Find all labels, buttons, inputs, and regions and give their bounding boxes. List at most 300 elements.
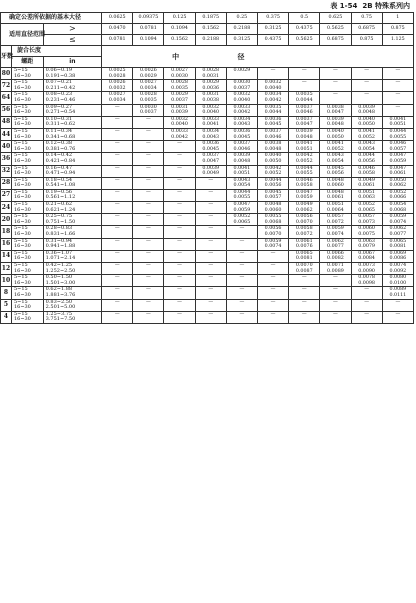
tolerance-value: 0.0051 <box>358 189 375 195</box>
tolerance-value: 0.0027 <box>139 80 157 86</box>
tolerance-cell <box>351 68 382 80</box>
tolerance-cell <box>195 263 226 275</box>
tolerance-value <box>133 183 163 189</box>
tolerance-value <box>133 171 163 177</box>
tolerance-value: 0.0032 <box>108 85 126 91</box>
tolerance-value <box>102 183 132 189</box>
tolerance-value: — <box>145 238 151 244</box>
engagement-length-cell <box>43 202 102 214</box>
tolerance-value: — <box>145 214 151 220</box>
tolerance-value <box>133 281 163 287</box>
tolerance-value: — <box>177 226 182 232</box>
tolerance-value <box>164 232 194 238</box>
tpi-cell: 5 <box>1 299 12 311</box>
tolerance-value: 0.0052 <box>389 189 407 195</box>
tolerance-value: 0.0061 <box>389 171 407 177</box>
engagement-length: 0.11~0.34 <box>45 127 73 134</box>
tolerance-value <box>227 256 257 262</box>
tolerance-cell <box>226 250 257 262</box>
tpi-cell: 32 <box>1 165 12 177</box>
tolerance-value <box>102 256 132 262</box>
tolerance-cell <box>257 263 288 275</box>
tolerance-value <box>258 281 288 287</box>
engagement-length: 3.751~7.50 <box>45 316 76 323</box>
engagement-length: 2.501~5.00 <box>45 304 76 311</box>
tolerance-cell <box>195 299 226 311</box>
table-row <box>1 116 414 128</box>
basic-size-cell-6: 0.5 <box>289 13 320 24</box>
tolerance-value <box>164 220 194 226</box>
range-le-cell-7: 0.6875 <box>320 35 351 46</box>
tolerance-value <box>102 220 132 226</box>
tolerance-cell <box>382 153 413 165</box>
tolerance-value: 0.0043 <box>358 141 375 147</box>
tolerance-value: 0.0046 <box>233 146 251 152</box>
tolerance-cell <box>164 226 195 238</box>
engagement-length: 1.252~2.50 <box>45 267 76 274</box>
tolerance-value: — <box>395 299 401 305</box>
tolerance-value: 0.0057 <box>389 146 407 152</box>
engagement-group-cell <box>11 80 43 92</box>
middle-diameter-header: 中 径 <box>102 46 414 68</box>
tolerance-value: — <box>177 275 182 281</box>
tolerance-value: — <box>239 263 245 268</box>
tolerance-value <box>133 122 163 128</box>
tolerance-value: — <box>333 68 338 73</box>
engagement-group-cell <box>11 287 43 299</box>
tolerance-cell <box>382 299 413 311</box>
tolerance-value: — <box>239 299 245 305</box>
tolerance-value: 0.0037 <box>171 97 188 103</box>
tpi-cell: 27 <box>1 189 12 201</box>
tolerance-value <box>164 305 194 311</box>
tolerance-value: 0.0026 <box>139 68 157 73</box>
tolerance-cell <box>289 299 320 311</box>
tolerance-value: — <box>270 311 276 317</box>
tolerance-value <box>258 317 288 323</box>
basic-size-row <box>1 13 414 24</box>
tolerance-value: — <box>114 214 120 220</box>
tolerance-value: — <box>114 226 120 232</box>
tolerance-value <box>102 122 132 128</box>
engagement-length: 0.06~0.19 <box>45 67 73 73</box>
tolerance-value: 0.0030 <box>233 80 251 86</box>
tolerance-value: 0.0039 <box>171 110 188 116</box>
tolerance-value: 0.0058 <box>358 171 375 177</box>
range-le-cell-4: 0.3125 <box>226 35 257 46</box>
tolerance-cell <box>289 153 320 165</box>
tolerance-cell <box>289 238 320 250</box>
tolerance-value: — <box>333 92 338 98</box>
tolerance-value: — <box>114 128 120 134</box>
tolerance-value: 0.0070 <box>295 263 313 268</box>
tolerance-value: — <box>145 128 151 134</box>
tolerance-cell <box>164 238 195 250</box>
tolerance-value: 0.0036 <box>202 141 220 147</box>
tolerance-value: 0.0028 <box>139 92 157 98</box>
tolerance-value <box>102 208 132 214</box>
tolerance-value: 0.0098 <box>358 280 375 286</box>
tolerance-cell <box>382 226 413 238</box>
tolerance-value: 0.0060 <box>358 226 375 232</box>
tolerance-value: 0.0052 <box>264 171 282 177</box>
engagement-length: 0.09~0.27 <box>45 103 73 110</box>
tolerance-cell <box>257 177 288 189</box>
tolerance-value: 0.0034 <box>264 92 282 98</box>
engagement-group-cell <box>11 250 43 262</box>
tpi-cell: 4 <box>1 311 12 323</box>
tolerance-value <box>102 317 132 323</box>
tolerance-cell <box>351 250 382 262</box>
engagement-group-cell <box>11 92 43 104</box>
engagement-group-cell <box>11 165 43 177</box>
tolerance-cell <box>382 141 413 153</box>
tolerance-value: 0.0048 <box>233 158 251 164</box>
engagement-group: 16~30 <box>13 255 31 262</box>
tolerance-value <box>196 183 226 189</box>
tolerance-value <box>102 305 132 311</box>
table-row <box>1 226 414 238</box>
tolerance-cell <box>382 177 413 189</box>
table-body <box>1 68 414 324</box>
tolerance-value <box>320 86 350 92</box>
tolerance-value <box>102 232 132 238</box>
table-row <box>1 80 414 92</box>
engagement-group: 16~30 <box>13 291 31 298</box>
tolerance-cell <box>257 311 288 323</box>
tolerance-value: 0.0051 <box>233 171 251 177</box>
tolerance-value: 0.0043 <box>233 122 251 128</box>
tolerance-value: 0.0092 <box>389 268 407 274</box>
tolerance-cell <box>133 226 164 238</box>
tolerance-cell <box>289 275 320 287</box>
tolerance-value: 0.0033 <box>171 128 188 134</box>
tolerance-cell <box>382 116 413 128</box>
tolerance-value: — <box>208 202 214 208</box>
tolerance-cell <box>320 263 351 275</box>
tolerance-value: — <box>145 287 151 293</box>
tolerance-cell <box>351 80 382 92</box>
tolerance-cell <box>351 141 382 153</box>
tolerance-value: 0.0048 <box>264 202 282 208</box>
tolerance-cell <box>195 68 226 80</box>
engagement-length-cell <box>43 104 102 116</box>
tolerance-cell <box>133 275 164 287</box>
engagement-length: 1.881~3.76 <box>45 291 76 298</box>
tolerance-value <box>164 159 194 165</box>
tolerance-cell <box>195 116 226 128</box>
tolerance-value: 0.0046 <box>264 134 282 140</box>
tolerance-value: 0.0045 <box>264 189 282 195</box>
tolerance-cell <box>351 299 382 311</box>
range-above-cell-4: 0.2188 <box>226 24 257 35</box>
engagement-group: 16~30 <box>13 267 31 274</box>
tolerance-value: 0.0042 <box>171 134 188 140</box>
tolerance-value: 0.0078 <box>358 275 375 281</box>
table-row <box>1 214 414 226</box>
tolerance-cell <box>289 189 320 201</box>
tolerance-value: 0.0057 <box>358 214 375 220</box>
tolerance-value: 0.0074 <box>389 263 407 268</box>
tolerance-value: 0.0037 <box>295 116 313 122</box>
tolerance-value: — <box>364 287 369 293</box>
table-row <box>1 141 414 153</box>
tolerance-value: — <box>145 299 151 305</box>
tolerance-value: 0.0082 <box>327 256 344 262</box>
tolerance-value: 0.0055 <box>233 195 251 201</box>
basic-size-cell-1: 0.09375 <box>133 13 164 24</box>
tolerance-cell <box>226 68 257 80</box>
engagement-group: 5~15 <box>13 225 28 232</box>
basic-size-cell-8: 0.75 <box>351 13 382 24</box>
tolerance-value: 0.0050 <box>327 134 344 140</box>
tolerance-cell <box>382 92 413 104</box>
engagement-header: 旋合长度 <box>11 46 101 57</box>
tolerance-value <box>133 135 163 141</box>
tpi-cell: 44 <box>1 128 12 140</box>
tolerance-cell <box>102 202 133 214</box>
tolerance-value: — <box>114 299 120 305</box>
tolerance-cell <box>226 189 257 201</box>
tolerance-value: 0.0045 <box>202 146 220 152</box>
tolerance-value <box>258 256 288 262</box>
engagement-group: 16~30 <box>13 109 31 116</box>
tolerance-value <box>133 195 163 201</box>
engagement-group: 5~15 <box>13 164 28 171</box>
tolerance-cell <box>195 141 226 153</box>
tolerance-value: 0.0040 <box>233 97 251 103</box>
tolerance-value: 0.0059 <box>264 238 282 244</box>
tolerance-value <box>258 293 288 299</box>
tolerance-cell <box>382 287 413 299</box>
range-above-cell-2: 0.1094 <box>164 24 195 35</box>
engagement-group-cell <box>11 238 43 250</box>
tolerance-cell <box>320 299 351 311</box>
tolerance-value <box>227 74 257 80</box>
tolerance-value <box>102 195 132 201</box>
tolerance-value <box>133 305 163 311</box>
tolerance-value: 0.0052 <box>327 146 344 152</box>
tolerance-value: — <box>301 287 307 293</box>
tolerance-cell <box>289 80 320 92</box>
tolerance-value <box>258 305 288 311</box>
tolerance-value: 0.0040 <box>264 153 282 159</box>
engagement-length-cell <box>43 177 102 189</box>
tolerance-cell <box>164 275 195 287</box>
tolerance-value: — <box>177 287 182 293</box>
tolerance-value: 0.0066 <box>389 195 407 201</box>
tolerance-value: 0.0032 <box>171 116 188 122</box>
basic-size-cell-7: 0.625 <box>320 13 351 24</box>
tolerance-cell <box>195 214 226 226</box>
tolerance-value: — <box>270 299 276 305</box>
engagement-length: 0.231~0.46 <box>45 96 76 103</box>
tolerance-value: 0.0048 <box>327 122 344 128</box>
tolerance-value <box>196 305 226 311</box>
tolerance-value: — <box>145 275 151 281</box>
engagement-length: 0.311~0.62 <box>45 121 76 128</box>
tolerance-cell <box>102 116 133 128</box>
tolerance-cell <box>226 214 257 226</box>
tolerance-value: — <box>333 311 338 317</box>
tolerance-value: 0.0052 <box>233 214 251 220</box>
engagement-group: 5~15 <box>13 127 28 134</box>
tolerance-value: 0.0032 <box>233 92 251 98</box>
tolerance-value <box>352 305 382 311</box>
tpi-cell: 40 <box>1 141 12 153</box>
tolerance-value: 0.0047 <box>389 153 407 159</box>
tolerance-value: 0.0052 <box>358 202 375 208</box>
engagement-length: 0.83~2.50 <box>45 298 73 305</box>
tolerance-cell <box>102 141 133 153</box>
tolerance-cell <box>195 165 226 177</box>
tolerance-value: 0.0062 <box>389 183 407 189</box>
tolerance-value <box>102 110 132 116</box>
tolerance-cell <box>102 92 133 104</box>
tolerance-cell <box>164 92 195 104</box>
tolerance-value: — <box>145 226 151 232</box>
tolerance-value: 0.0033 <box>233 104 251 110</box>
tpi-cell: 20 <box>1 214 12 226</box>
tolerance-value: 0.0040 <box>202 110 220 116</box>
engagement-group-cell <box>11 189 43 201</box>
tolerance-value: — <box>208 189 214 195</box>
engagement-group: 5~15 <box>13 310 28 317</box>
engagement-group: 5~15 <box>13 298 28 305</box>
tolerance-cell <box>226 80 257 92</box>
tolerance-cell <box>257 116 288 128</box>
tolerance-value: 0.0066 <box>327 250 344 256</box>
tolerance-value: — <box>145 189 151 195</box>
tpi-cell: 10 <box>1 275 12 287</box>
tolerance-cell <box>382 80 413 92</box>
tolerance-cell <box>289 177 320 189</box>
engagement-group: 5~15 <box>13 176 28 183</box>
engagement-group: 5~15 <box>13 67 28 73</box>
tolerance-value: — <box>333 80 338 86</box>
tolerance-cell <box>320 275 351 287</box>
tolerance-cell <box>133 92 164 104</box>
tolerance-value: 0.0054 <box>327 158 344 164</box>
engagement-group: 16~30 <box>13 121 31 128</box>
tolerance-cell <box>133 177 164 189</box>
tolerance-cell <box>351 116 382 128</box>
tolerance-value: — <box>395 311 401 317</box>
engagement-group-cell <box>11 275 43 287</box>
tolerance-cell <box>320 214 351 226</box>
tolerance-value: 0.0031 <box>171 104 188 110</box>
tolerance-value: 0.0034 <box>139 85 157 91</box>
tolerance-value: 0.0086 <box>389 256 407 262</box>
tolerance-value: 0.0037 <box>139 110 157 116</box>
range-le-cell-3: 0.2188 <box>195 35 226 46</box>
tolerance-cell <box>226 104 257 116</box>
tolerance-cell <box>102 311 133 323</box>
engagement-length: 0.191~0.38 <box>45 72 76 79</box>
tolerance-cell <box>257 214 288 226</box>
engagement-group: 16~30 <box>13 194 31 201</box>
tolerance-value: 0.0059 <box>327 226 344 232</box>
tolerance-value <box>383 86 413 92</box>
tolerance-value <box>133 147 163 153</box>
engagement-length-cell <box>43 116 102 128</box>
tolerance-value: 0.0037 <box>264 128 282 134</box>
tolerance-value: 0.0032 <box>202 104 220 110</box>
tolerance-value: 0.0059 <box>389 214 407 220</box>
tolerance-value: 0.0055 <box>389 134 407 140</box>
tolerance-cell <box>289 104 320 116</box>
tolerance-value: 0.0044 <box>264 177 282 183</box>
engagement-length: 0.36~1.07 <box>45 249 73 256</box>
tolerance-cell <box>257 92 288 104</box>
tolerance-value: 0.0074 <box>389 219 407 225</box>
engagement-length-cell <box>43 287 102 299</box>
tolerance-cell <box>164 287 195 299</box>
table-caption <box>330 1 410 12</box>
engagement-length: 0.42~1.25 <box>45 262 73 268</box>
tolerance-cell <box>351 275 382 287</box>
engagement-group-cell <box>11 128 43 140</box>
tolerance-value: — <box>301 68 307 73</box>
tolerance-value: 0.0031 <box>202 73 220 79</box>
tolerance-value: — <box>114 165 120 171</box>
tolerance-cell <box>320 92 351 104</box>
tolerance-value: — <box>177 214 182 220</box>
tolerance-cell <box>133 263 164 275</box>
tpi-cell: 24 <box>1 202 12 214</box>
tolerance-cell <box>226 165 257 177</box>
tolerance-cell <box>351 165 382 177</box>
range-le-cell-8: 0.875 <box>351 35 382 46</box>
tpi-cell: 48 <box>1 116 12 128</box>
tolerance-value: 0.0062 <box>295 207 313 213</box>
tolerance-cell <box>133 68 164 80</box>
engagement-length: 0.10~0.31 <box>45 115 73 122</box>
range-le-cell-2: 0.1562 <box>164 35 195 46</box>
tolerance-value: 0.0029 <box>171 92 188 98</box>
tolerance-value: 0.0029 <box>202 80 220 86</box>
tolerance-cell <box>257 226 288 238</box>
engagement-length: 0.211~0.42 <box>45 84 76 91</box>
tolerance-value: 0.0089 <box>327 268 344 274</box>
tolerance-cell <box>195 250 226 262</box>
tolerance-value: 0.0040 <box>358 116 375 122</box>
engagement-length-cell <box>43 141 102 153</box>
engagement-length-cell <box>43 250 102 262</box>
tolerance-value: 0.0035 <box>171 85 188 91</box>
tolerance-value: 0.0035 <box>295 92 313 98</box>
engagement-group: 16~30 <box>13 243 31 250</box>
engagement-length: 0.421~0.84 <box>45 157 76 164</box>
range-above-cell-3: 0.1562 <box>195 24 226 35</box>
tolerance-value: — <box>395 68 401 73</box>
tolerance-cell <box>257 104 288 116</box>
tolerance-value: — <box>145 165 151 171</box>
tolerance-cell <box>195 287 226 299</box>
tolerance-value <box>102 159 132 165</box>
table-row <box>1 299 414 311</box>
table-row <box>1 287 414 299</box>
engagement-group: 5~15 <box>13 262 28 268</box>
basic-size-cell-3: 0.1875 <box>195 13 226 24</box>
tolerance-cell <box>195 128 226 140</box>
engagement-length: 0.381~0.76 <box>45 145 76 152</box>
tolerance-value: 0.0047 <box>202 158 220 164</box>
table-row <box>1 250 414 262</box>
tolerance-value: 0.0044 <box>295 97 313 103</box>
tolerance-value: — <box>239 250 245 256</box>
engagement-length-cell <box>43 189 102 201</box>
